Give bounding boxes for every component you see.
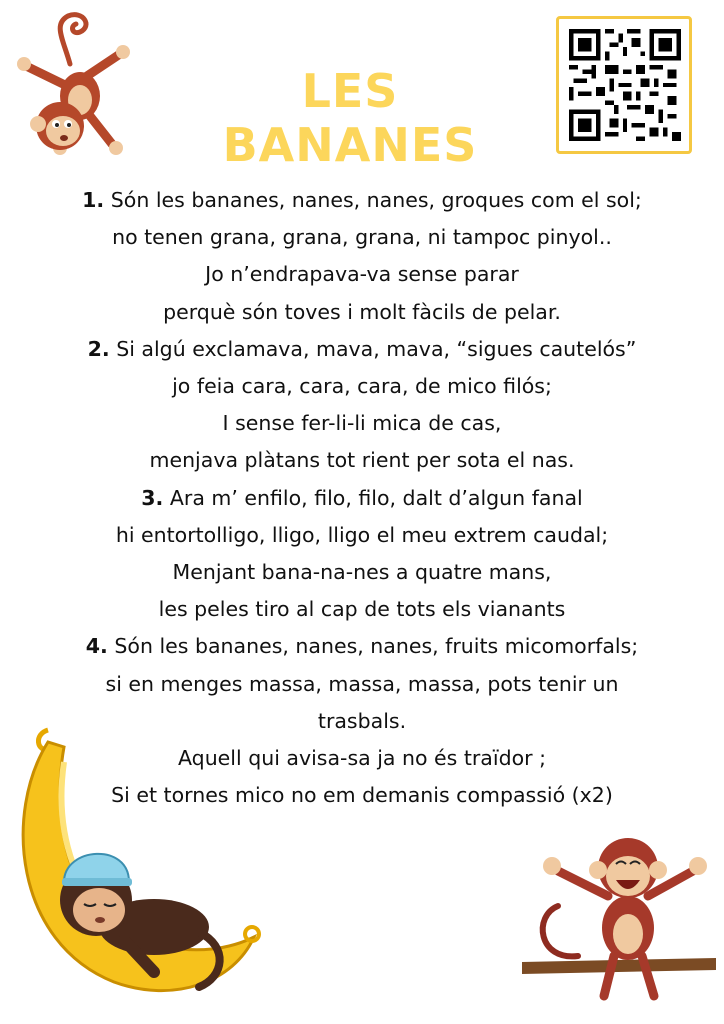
lyrics <box>40 182 684 814</box>
verse-3-line-2: hi entortolligo, lligo, lligo el meu extrem caudal; <box>115 522 609 547</box>
sleeping-monkey-on-banana-illustration <box>4 722 266 1012</box>
lyric-text: Són les bananes, nanes, nanes, groques com el sol; <box>110 188 642 212</box>
laughing-monkey-on-branch-illustration <box>518 836 718 1008</box>
verse-3-line-3: Menjant bana-na-nes a quatre mans, <box>172 560 552 585</box>
lyric-text: Ara m’ enfilo, filo, filo, dalt d’algun fanal <box>169 485 583 510</box>
verse-4-number: 4. <box>85 634 108 659</box>
qr-code-icon <box>569 29 681 141</box>
verse-4-line-4: Aquell qui avisa-sa ja no és traïdor ; <box>178 746 546 771</box>
verse-3-number: 3. <box>141 485 164 510</box>
verse-4-line-2: si en menges massa, massa, massa, pots tenir un <box>105 671 619 696</box>
verse-3-line-1 <box>40 480 684 517</box>
verse-1-number: 1. <box>82 188 105 212</box>
verse-4-line-3: trasbals. <box>317 708 407 733</box>
song-title: LES BANANES <box>222 64 478 172</box>
qr-code[interactable] <box>556 16 692 154</box>
verse-2-line-2: jo feia cara, cara, cara, de mico filós; <box>172 374 552 399</box>
verse-1-line-3: Jo n’endrapava-va sense parar <box>205 262 519 287</box>
verse-4-line-1 <box>40 628 684 665</box>
verse-4-line-5: Si et tornes mico no em demanis compassió (x2) <box>111 783 613 808</box>
hanging-monkey-illustration <box>8 4 138 164</box>
lyric-text: Si algú exclamava, mava, mava, “sigues cautelós” <box>116 336 637 361</box>
verse-2-line-3: I sense fer-li-li mica de cas, <box>222 411 502 436</box>
verse-1-line-4: perquè són toves i molt fàcils de pelar. <box>163 299 561 324</box>
lyric-text: Són les bananes, nanes, nanes, fruits micomorfals; <box>114 634 639 659</box>
verse-2-line-4: menjava plàtans tot rient per sota el nas. <box>149 448 575 473</box>
verse-2-number: 2. <box>87 336 110 361</box>
verse-2-line-1 <box>40 331 684 368</box>
verse-1-line-2: no tenen grana, grana, grana, ni tampoc pinyol.. <box>112 225 612 250</box>
verse-3-line-4: les peles tiro al cap de tots els vianants <box>158 597 566 622</box>
verse-1-line-1 <box>40 182 684 219</box>
